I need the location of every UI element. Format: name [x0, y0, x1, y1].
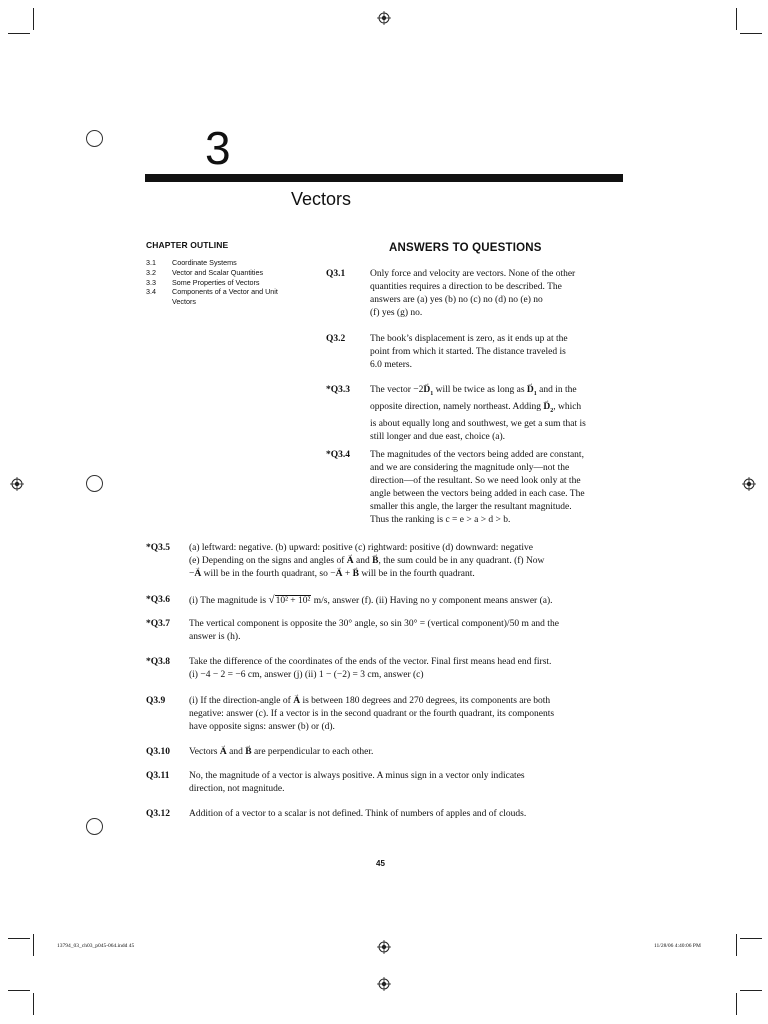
answer-text [189, 808, 526, 821]
answer-line: quantities requires a direction to be described. The [370, 282, 562, 292]
answer-line: The vertical component is opposite the 30° angle, so sin 30° = (vertical component)/50 m and the [189, 619, 559, 629]
crop-mark [33, 8, 34, 30]
crop-mark [33, 934, 34, 956]
answer-line: and we are considering the magnitude only—not the [370, 463, 570, 473]
crop-mark [736, 934, 737, 956]
crop-mark [8, 990, 30, 991]
answer-line: point from which it started. The distance traveled is [370, 347, 566, 357]
outline-item [146, 278, 286, 288]
crop-mark [740, 990, 762, 991]
registration-target-icon [377, 940, 391, 954]
question-label: Q3.12 [146, 809, 171, 819]
answer-fragment: (i) If the direction-angle of [189, 696, 294, 706]
vector-symbol: → D [423, 384, 430, 397]
outline-item-number: 3.3 [146, 277, 156, 287]
subscript: 1 [533, 390, 537, 397]
sqrt-symbol: √ [268, 594, 275, 606]
subscript: 1 [430, 390, 434, 397]
question-label: *Q3.8 [146, 657, 171, 667]
question-label: Q3.9 [146, 696, 166, 706]
crop-mark [33, 993, 34, 1015]
question-label: *Q3.7 [146, 619, 171, 629]
vector-symbol: → B [245, 746, 251, 759]
answer-line [370, 401, 586, 418]
answer-line: Thus the ranking is c = e > a > d > b. [370, 515, 511, 525]
outline-item-text: Vector and Scalar Quantities [172, 267, 264, 277]
crop-mark [736, 8, 737, 30]
answer-text [189, 746, 373, 759]
answer-line: answers are (a) yes (b) no (c) no (d) no (e) no [370, 295, 543, 305]
crop-mark [8, 33, 30, 34]
answer-line [189, 695, 554, 708]
answer-line [189, 555, 544, 568]
radicand: 10² + 10² [275, 596, 311, 606]
question-label: *Q3.6 [146, 595, 171, 605]
answer-line [370, 384, 586, 401]
answer-line: (a) leftward: negative. (b) upward: positive (c) rightward: positive (d) downward: negative [189, 543, 533, 553]
outline-item [146, 268, 286, 278]
answer-line: direction, not magnitude. [189, 784, 285, 794]
answer-fragment: will be twice as long as [433, 385, 527, 395]
chapter-number: 3 [205, 122, 231, 174]
question-label: Q3.11 [146, 771, 170, 781]
answer-text [189, 695, 554, 734]
answer-fragment: will be in the fourth quadrant. [358, 569, 475, 579]
answer-fragment: + [342, 569, 353, 579]
page-number: 45 [376, 859, 385, 868]
answer-line [189, 746, 373, 759]
vector-symbol: → D [543, 401, 550, 414]
print-timestamp: 11/28/06 4:40:06 PM [654, 943, 701, 949]
vector-symbol: → B [372, 555, 378, 568]
vector-symbol: → A [220, 746, 227, 759]
vector-symbol: → B [353, 568, 359, 581]
answer-fragment: Vectors [189, 747, 220, 757]
question-label: Q3.10 [146, 747, 171, 757]
outline-item [146, 258, 286, 268]
file-info: 13794_03_ch03_p045-064.indd 45 [57, 943, 135, 949]
answer-text [189, 770, 525, 796]
answer-line: Only force and velocity are vectors. None of the other [370, 269, 576, 279]
chapter-rule [145, 174, 623, 182]
vector-symbol: → A [347, 555, 354, 568]
answer-fragment: and [226, 747, 246, 757]
answer-line [189, 568, 544, 581]
answer-fragment: (i) The magnitude is [189, 596, 269, 606]
answer-text [370, 333, 568, 372]
vector-symbol: → A [336, 568, 343, 581]
outline-item [146, 287, 286, 307]
answer-line: direction—of the resultant. So we need look only at the [370, 476, 581, 486]
registration-target-icon [10, 477, 24, 491]
vector-symbol: → D [527, 384, 534, 397]
outline-heading: CHAPTER OUTLINE [146, 240, 229, 250]
answer-text [189, 594, 553, 608]
answer-text [189, 656, 551, 682]
answer-fragment: is between 180 degrees and 270 degrees, its components are both [300, 696, 551, 706]
registration-target-icon [377, 11, 391, 25]
answer-line: still longer and due east, choice (a). [370, 431, 506, 442]
answer-fragment: (e) Depending on the signs and angles of [189, 556, 347, 566]
answer-line: The book’s displacement is zero, as it ends up at the [370, 334, 568, 344]
answer-fragment: will be in the fourth quadrant, so − [201, 569, 336, 579]
vector-symbol: → A [293, 695, 300, 708]
answer-text [370, 449, 585, 527]
answer-line: smaller this angle, the larger the resultant magnitude. [370, 502, 572, 512]
question-label: *Q3.4 [326, 450, 351, 460]
answer-line: have opposite signs: answer (b) or (d). [189, 722, 335, 732]
answer-line: The magnitudes of the vectors being added are constant, [370, 450, 584, 460]
outline-item-text: Components of a Vector and Unit Vectors [172, 287, 278, 307]
registration-target-icon [742, 477, 756, 491]
chapter-title: Vectors [291, 189, 352, 209]
subscript: 2 [550, 407, 554, 414]
answer-line [189, 594, 553, 608]
answer-line: (f) yes (g) no. [370, 308, 423, 318]
punch-hole [86, 475, 103, 492]
answer-line: answer is (h). [189, 632, 241, 642]
question-label: *Q3.5 [146, 543, 171, 553]
crop-mark [740, 938, 762, 939]
answer-text [189, 542, 544, 581]
answer-line: No, the magnitude of a vector is always positive. A minus sign in a vector only indicates [189, 771, 525, 781]
answer-line: Take the difference of the coordinates of the ends of the vector. Final first means head end first. [189, 657, 552, 667]
outline-item-number: 3.4 [146, 287, 156, 297]
answer-text [370, 384, 586, 444]
answer-fragment: opposite direction, namely northeast. Adding [370, 401, 544, 412]
answer-fragment: and in the [536, 385, 577, 395]
answer-text [189, 618, 559, 644]
outline-item-text: Some Properties of Vectors [172, 277, 260, 287]
answer-fragment: , the sum could be in any quadrant. (f) Now [378, 556, 545, 566]
outline-item-number: 3.1 [146, 258, 156, 267]
punch-hole [86, 130, 103, 147]
answer-line: angle between the vectors being added in each case. The [370, 489, 585, 499]
answer-fragment: The vector −2 [370, 385, 424, 395]
question-label: *Q3.3 [326, 385, 351, 395]
answer-line: is about equally long and southwest, we get a sum that is [370, 418, 586, 429]
outline-list [146, 258, 286, 307]
answer-fragment: , which [553, 401, 582, 412]
answer-fragment: are perpendicular to each other. [251, 747, 374, 757]
crop-mark [736, 993, 737, 1015]
question-label: Q3.1 [326, 269, 346, 279]
answer-line: negative: answer (c). If a vector is in the second quadrant or the fourth quadrant, its components [189, 709, 555, 719]
answer-line: Addition of a vector to a scalar is not defined. Think of numbers of apples and of clouds. [189, 809, 527, 819]
question-label: Q3.2 [326, 334, 346, 344]
registration-target-icon [377, 977, 391, 991]
vector-symbol: → A [194, 568, 201, 581]
answer-fragment: − [189, 569, 195, 579]
answers-heading: ANSWERS TO QUESTIONS [389, 242, 542, 254]
answer-line: (i) −4 − 2 = −6 cm, answer (j) (ii) 1 − (−2) = 3 cm, answer (c) [189, 670, 424, 680]
crop-mark [8, 938, 30, 939]
answer-fragment: m/s, answer (f). (ii) Having no y component means answer (a). [311, 596, 553, 606]
outline-item-number: 3.2 [146, 267, 156, 277]
answer-line: 6.0 meters. [370, 360, 412, 370]
crop-mark [740, 33, 762, 34]
punch-hole [86, 818, 103, 835]
answer-fragment: and [353, 556, 373, 566]
answer-text [370, 268, 575, 320]
outline-item-text: Coordinate Systems [172, 258, 237, 267]
